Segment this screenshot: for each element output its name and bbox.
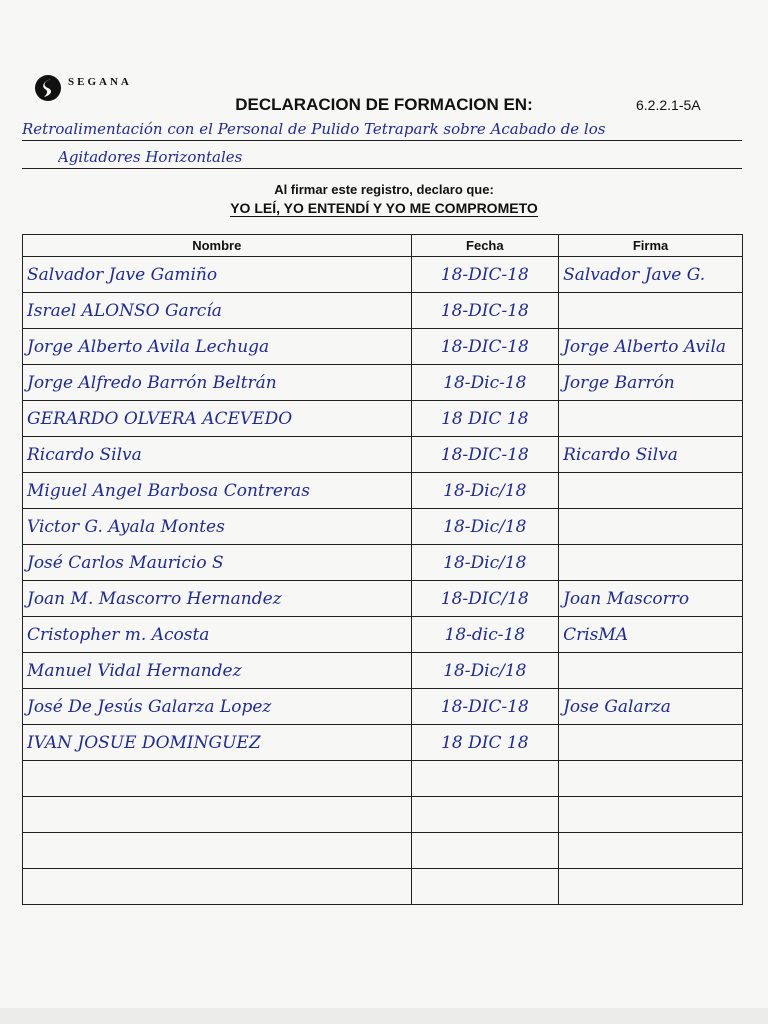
document-title: DECLARACION DE FORMACION EN: [235,95,533,114]
declaration-text: Al firmar este registro, declaro que: [274,182,494,197]
signature-cell: Jorge Barrón [559,365,743,401]
name-cell: Cristopher m. Acosta [23,617,412,653]
table-row [23,581,743,617]
name-cell: Joan M. Mascorro Hernandez [23,581,412,617]
attendance-table [22,234,743,905]
training-topic-line-1: Retroalimentación con el Personal de Pulido Tetrapark sobre Acabado de los [22,120,606,138]
name-cell: José Carlos Mauricio S [23,545,412,581]
date-cell: 18-Dic-18 [411,365,559,401]
name-cell: Jorge Alberto Avila Lechuga [23,329,412,365]
name-cell: Ricardo Silva [23,437,412,473]
date-cell: 18-Dic/18 [411,545,559,581]
date-cell: 18 DIC 18 [411,401,559,437]
table-row [23,365,743,401]
name-cell: Jorge Alfredo Barrón Beltrán [23,365,412,401]
table-row [23,509,743,545]
table-row [23,689,743,725]
table-row [23,545,743,581]
table-row [23,725,743,761]
table-row [23,257,743,293]
date-cell [411,833,559,869]
signature-cell: Salvador Jave G. [559,257,743,293]
document-code: 6.2.2.1-5A [636,97,701,113]
date-cell [411,869,559,905]
signature-cell [559,761,743,797]
name-cell: Manuel Vidal Hernandez [23,653,412,689]
table-row [23,437,743,473]
date-cell: 18-DIC-18 [411,437,559,473]
signature-cell [559,401,743,437]
commitment-label: YO LEÍ, YO ENTENDÍ Y YO ME COMPROMETO [230,200,538,216]
signature-cell: Jorge Alberto Avila [559,329,743,365]
name-cell: José De Jesús Galarza Lopez [23,689,412,725]
date-cell [411,797,559,833]
name-cell [23,761,412,797]
table-row [23,653,743,689]
name-cell: Victor G. Ayala Montes [23,509,412,545]
name-cell [23,797,412,833]
name-cell: Israel ALONSO García [23,293,412,329]
table-row [23,761,743,797]
signature-cell [559,833,743,869]
table-row [23,401,743,437]
signature-cell: Jose Galarza [559,689,743,725]
signature-cell [559,725,743,761]
date-cell: 18-Dic/18 [411,473,559,509]
signature-cell [559,473,743,509]
table-header-row [23,235,743,257]
table-row [23,293,743,329]
signature-cell [559,545,743,581]
date-cell: 18-DIC-18 [411,329,559,365]
date-cell: 18-Dic/18 [411,653,559,689]
name-cell: Miguel Angel Barbosa Contreras [23,473,412,509]
table-row [23,473,743,509]
signature-cell [559,797,743,833]
header-signature: Firma [559,235,743,257]
name-cell: Salvador Jave Gamiño [23,257,412,293]
signature-cell: Ricardo Silva [559,437,743,473]
table-row [23,869,743,905]
topic-underline-2 [22,168,742,169]
topic-underline-1 [22,140,742,141]
name-cell [23,833,412,869]
date-cell: 18-Dic/18 [411,509,559,545]
commitment-text [0,200,768,216]
date-cell: 18-DIC-18 [411,257,559,293]
header-name: Nombre [23,235,412,257]
training-topic-line-2: Agitadores Horizontales [58,148,243,166]
name-cell [23,869,412,905]
signature-cell [559,869,743,905]
logo-text: SEGANA [68,76,132,88]
signature-cell [559,293,743,329]
table-row [23,833,743,869]
name-cell: IVAN JOSUE DOMINGUEZ [23,725,412,761]
header-date: Fecha [411,235,559,257]
table-body [23,257,743,905]
table-row [23,797,743,833]
signature-cell: Joan Mascorro [559,581,743,617]
date-cell: 18-DIC-18 [411,689,559,725]
date-cell: 18 DIC 18 [411,725,559,761]
signature-cell [559,653,743,689]
date-cell: 18-dic-18 [411,617,559,653]
signature-cell [559,509,743,545]
page-bottom-edge [0,1008,768,1024]
date-cell: 18-DIC/18 [411,581,559,617]
table-row [23,617,743,653]
table-row [23,329,743,365]
date-cell [411,761,559,797]
signature-cell: CrisMA [559,617,743,653]
date-cell: 18-DIC-18 [411,293,559,329]
name-cell: GERARDO OLVERA ACEVEDO [23,401,412,437]
